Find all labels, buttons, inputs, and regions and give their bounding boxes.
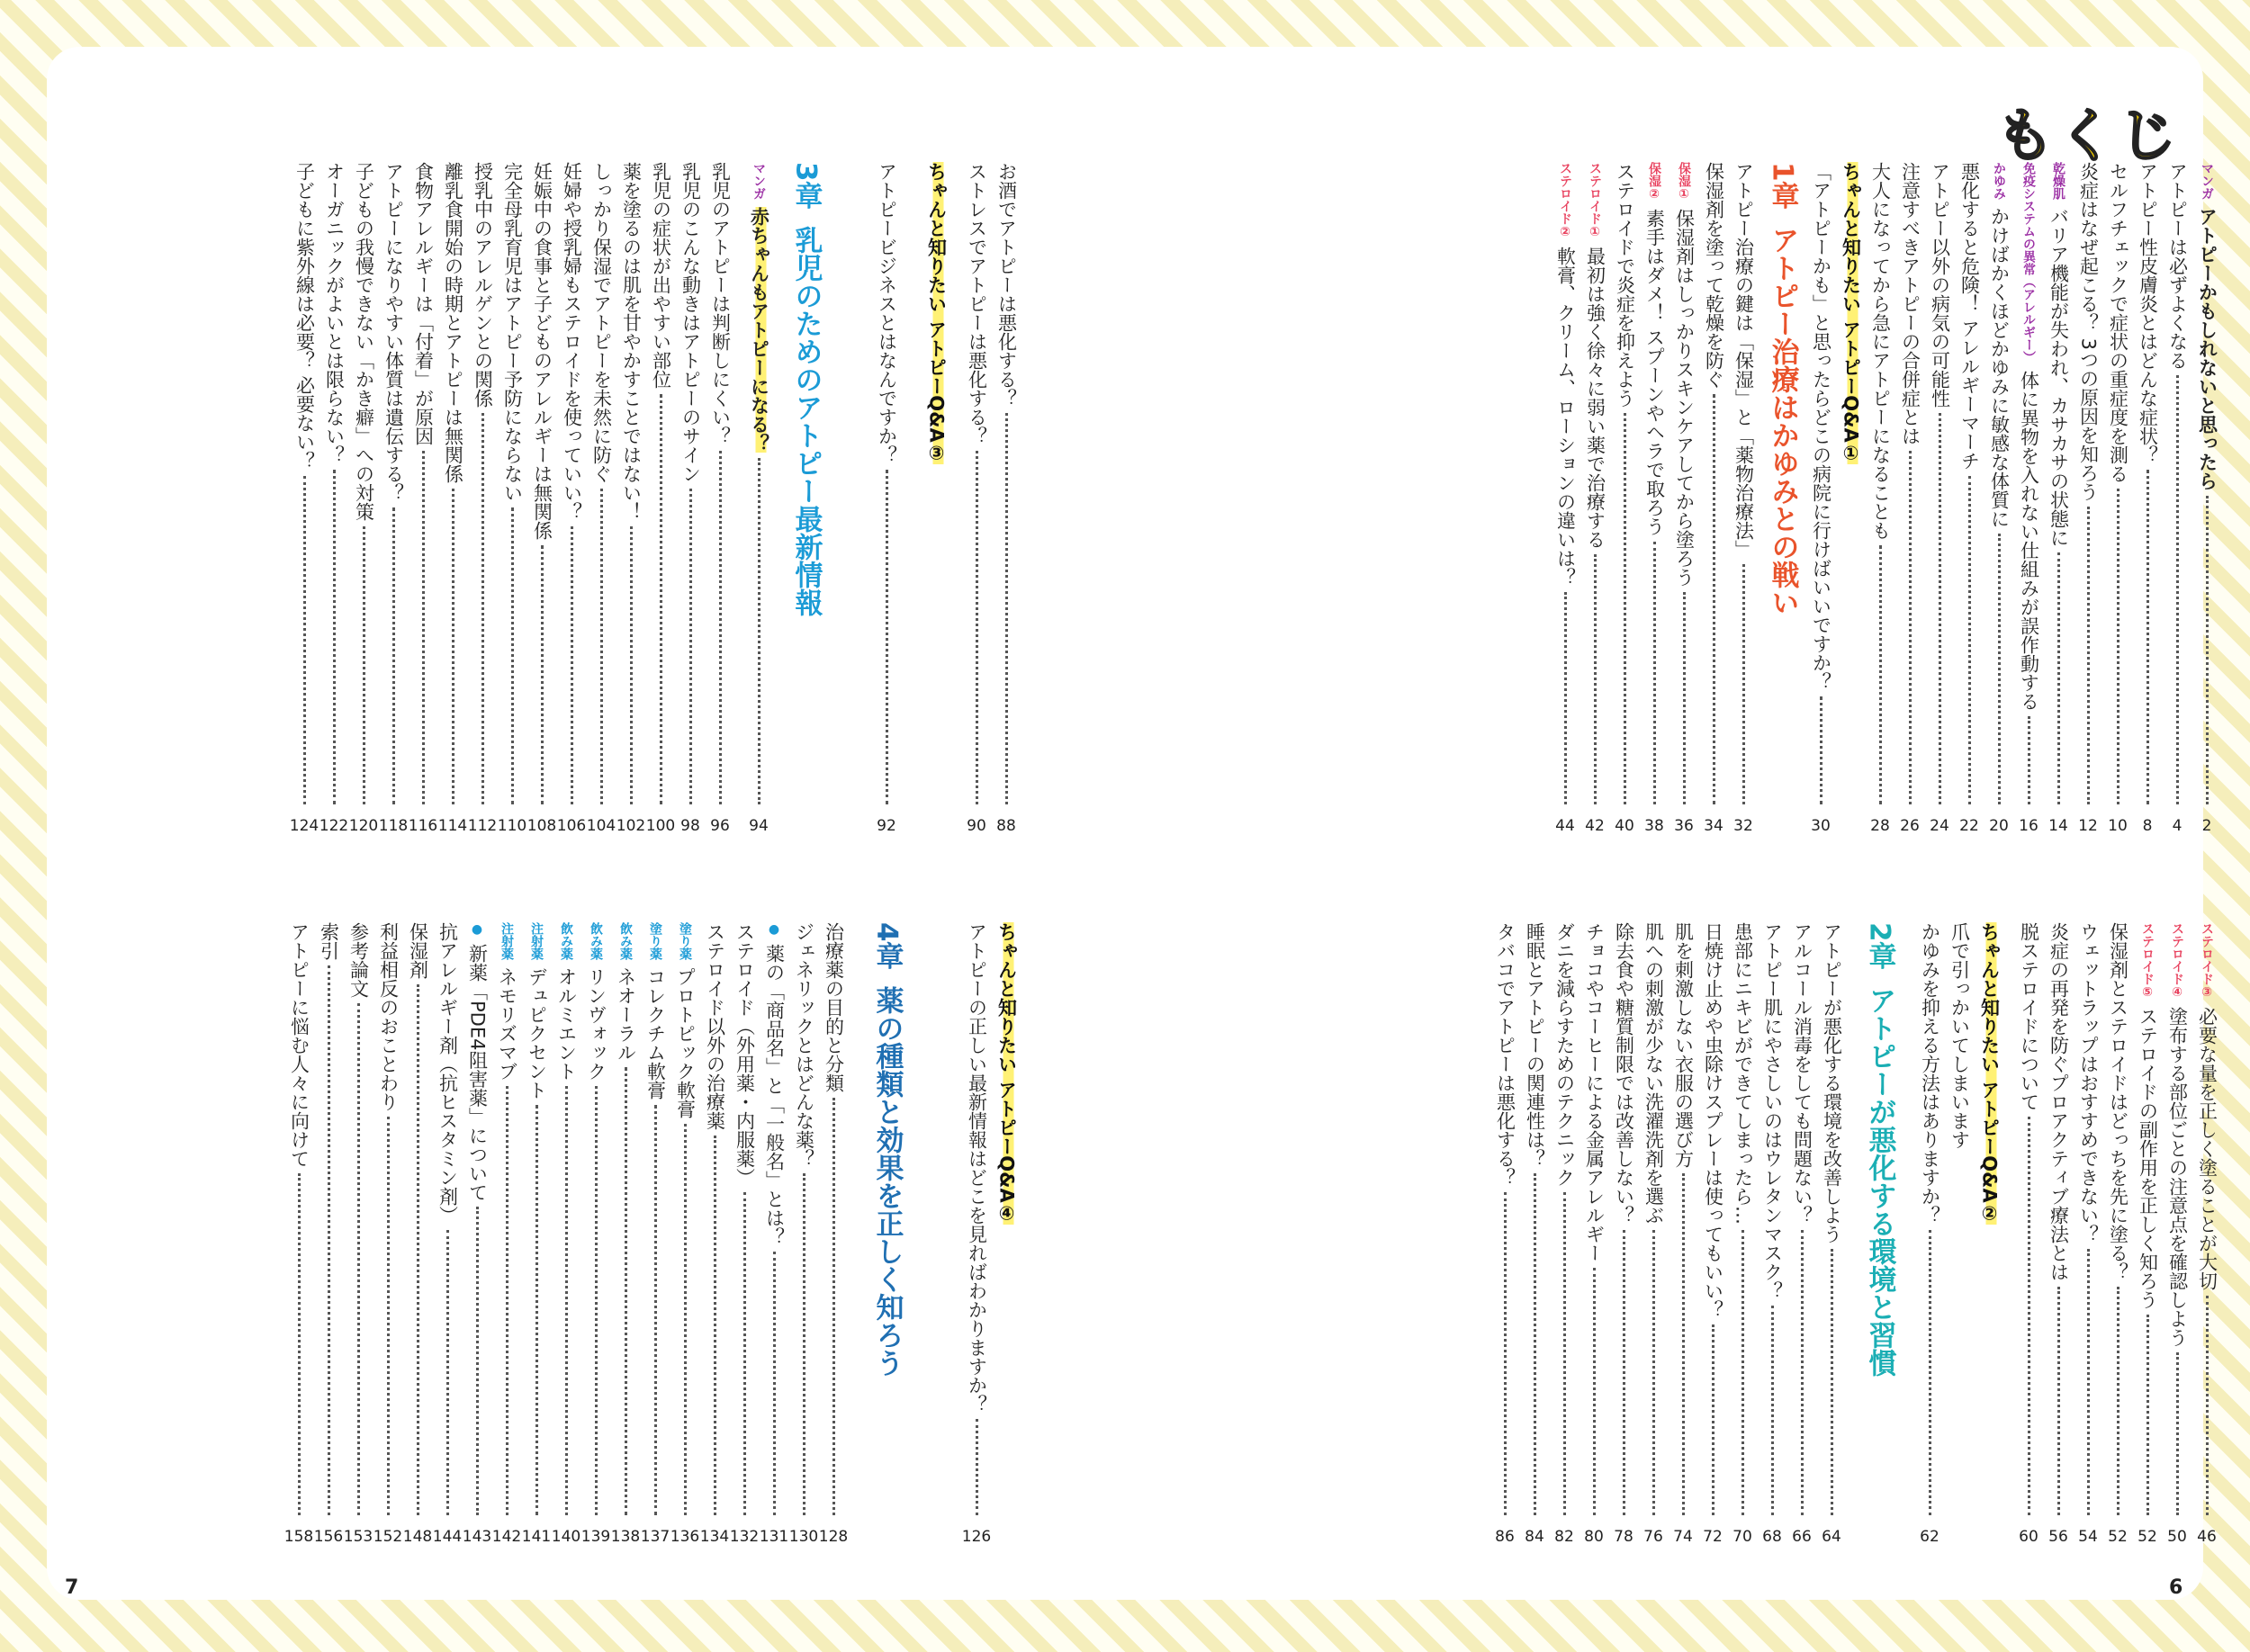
leader-dots (328, 965, 330, 1515)
leader-dots (1771, 1306, 1774, 1515)
entry-title: デュピクセント (526, 967, 548, 1100)
page-ref: 128 (818, 1528, 849, 1546)
entry-title: 保湿剤とステロイドはどっちを先に塗る？ (2107, 922, 2129, 1281)
page-ref: 12 (2078, 817, 2098, 835)
page-ref: 110 (497, 817, 527, 835)
entry-title: ジェネリックとはどんな薬？ (793, 922, 815, 1168)
page-ref: 70 (1732, 1528, 1752, 1546)
entry-tag: ● (470, 922, 484, 937)
entry-title: ステロイドで炎症を抑えよう (1614, 162, 1636, 408)
page-ref: 144 (432, 1528, 463, 1546)
chapter-number: 2章 (1863, 922, 1896, 970)
entry-tag: 免疫システムの異常（アレルギー） (2021, 162, 2036, 364)
leader-dots (541, 545, 544, 804)
leader-dots (1653, 542, 1656, 804)
leader-dots (417, 984, 419, 1515)
page-ref: 88 (996, 817, 1016, 835)
leader-dots (714, 1136, 716, 1515)
entry-tag: 飲み薬 (559, 922, 573, 960)
leader-dots (1712, 1324, 1714, 1515)
page-ref: 28 (1870, 817, 1890, 835)
entry-title: コレクチム軟膏 (644, 967, 667, 1100)
page-ref: 153 (343, 1528, 374, 1546)
leader-dots (2176, 375, 2179, 804)
page-ref: 76 (1643, 1528, 1663, 1546)
entry-title: ウェットラップはおすすめできない？ (2077, 922, 2100, 1243)
leader-dots (1682, 1173, 1685, 1515)
entry-tag: かゆみ (1992, 162, 2006, 200)
entry-title: バリア機能が失われ、カサカサの状態に (2048, 207, 2070, 547)
toc-entry (1487, 922, 1523, 1546)
page-ref: 52 (2108, 1528, 2128, 1546)
page-ref: 104 (586, 817, 616, 835)
page-ref: 2 (2201, 817, 2212, 835)
entry-title: セルフチェックで症状の重症度を測る (2107, 162, 2129, 483)
page-ref: 62 (1920, 1528, 1940, 1546)
leader-dots (2117, 1287, 2120, 1515)
entry-tag: ● (767, 922, 781, 937)
page-ref: 152 (373, 1528, 403, 1546)
page-ref: 138 (610, 1528, 641, 1546)
page-ref: 8 (2142, 817, 2153, 835)
page-ref: 126 (961, 1528, 992, 1546)
page-ref: 66 (1792, 1528, 1812, 1546)
page-ref: 74 (1673, 1528, 1693, 1546)
entry-tag: 保湿② (1647, 162, 1661, 202)
entry-title: アトピー以外の病気の可能性 (1929, 162, 1951, 408)
entry-title: オルミエント (555, 967, 578, 1081)
page-ref: 32 (1733, 817, 1753, 835)
entry-title: 睡眠とアトピーの関連性は？ (1524, 922, 1546, 1168)
entry-title: 参考論文 (347, 922, 370, 998)
page-ref: 131 (759, 1528, 789, 1546)
leader-dots (333, 470, 336, 804)
page-ref: 106 (556, 817, 587, 835)
leader-dots (976, 1419, 978, 1515)
page-ref: 134 (699, 1528, 730, 1546)
entry-title: 除去食や糖質制限では改善しない？ (1613, 922, 1635, 1225)
leader-dots (1939, 413, 1941, 804)
entry-title: アトピー肌にやさしいのはウレタンマスク？ (1761, 922, 1784, 1300)
qa-heading: ちゃんと知りたい アトピーQ&A③ (925, 162, 948, 464)
leader-dots (2057, 552, 2060, 804)
leader-dots (511, 507, 514, 804)
leader-dots (1624, 413, 1626, 804)
leader-dots (832, 1098, 835, 1515)
entry-title: アトピー性皮膚炎とはどんな症状？ (2137, 162, 2159, 464)
leader-dots (660, 394, 662, 804)
entry-title: 妊婦や授乳婦もステロイドを使っていい？ (561, 162, 583, 521)
chapter-title: アトピーが悪化する環境と習慣 (1863, 985, 1896, 1377)
page-ref: 84 (1525, 1528, 1544, 1546)
page-ref: 122 (319, 817, 349, 835)
leader-dots (976, 451, 978, 804)
toc-entry (918, 162, 954, 464)
page-number-left: 7 (65, 1576, 79, 1599)
leader-dots (758, 458, 760, 804)
entry-title: 赤ちゃんもアトピーになる？ (748, 207, 770, 453)
leader-dots (1564, 592, 1567, 804)
qa-heading: ちゃんと知りたい アトピーQ&A① (1840, 162, 1862, 464)
entry-title: かけばかくほどかゆみに敏感な体質に (1988, 207, 2011, 528)
leader-dots (1534, 1173, 1536, 1515)
page-ref: 40 (1615, 817, 1634, 835)
toc-entry (868, 162, 904, 835)
chapter-number: 1章 (1766, 162, 1799, 210)
entry-title: 軟膏、クリーム、ローションの違いは？ (1554, 247, 1577, 587)
page-ref: 14 (2048, 817, 2068, 835)
toc-entry (741, 162, 777, 835)
page-ref: 137 (640, 1528, 670, 1546)
page-ref: 22 (1959, 817, 1979, 835)
entry-title: 注意すべきアトピーの合併症とは (1899, 162, 1922, 445)
page-ref: 54 (2078, 1528, 2098, 1546)
toc-entry (281, 922, 317, 1546)
entry-title: 新薬「PDE4阻害薬」について (466, 944, 489, 1202)
entry-title: アトピーに悩む人々に向けて (288, 922, 310, 1168)
leader-dots (2176, 1352, 2179, 1515)
leader-dots (2087, 1249, 2090, 1515)
page-ref: 140 (551, 1528, 581, 1546)
leader-dots (1742, 1230, 1744, 1515)
entry-title: 索引 (318, 922, 340, 960)
page-ref: 72 (1703, 1528, 1723, 1546)
page-ref: 114 (437, 817, 468, 835)
entry-tag: 乾燥肌 (2051, 162, 2066, 200)
chapter-title: 乳児のためのアトピー最新情報 (789, 225, 823, 616)
leader-dots (1652, 1230, 1655, 1515)
entry-title: 利益相反のおことわり (377, 922, 400, 1111)
entry-title: ステロイド以外の治療薬 (704, 922, 726, 1130)
leader-dots (2057, 1287, 2060, 1515)
leader-dots (2206, 1296, 2209, 1515)
toc-title: もくじ (1996, 103, 2180, 170)
page-ref: 86 (1495, 1528, 1515, 1546)
leader-dots (446, 1230, 449, 1515)
entry-tag: 飲み薬 (618, 922, 633, 960)
page-ref: 156 (313, 1528, 344, 1546)
toc-entry (868, 922, 904, 1377)
page-ref: 16 (2019, 817, 2038, 835)
page-ref: 100 (645, 817, 676, 835)
toc-entry (2011, 922, 2047, 1546)
page-ref: 80 (1584, 1528, 1604, 1546)
entry-title: 体に異物を入れない仕組みが誤作動する (2018, 371, 2040, 711)
entry-title: アルコール消毒をしても問題ない？ (1791, 922, 1814, 1225)
chapter-number: 3章 (789, 162, 823, 210)
leader-dots (1831, 1249, 1833, 1515)
entry-title: 大人になってから急にアトピーになることも (1869, 162, 1892, 540)
entry-tag: ステロイド② (1558, 162, 1572, 239)
leader-dots (506, 1086, 508, 1515)
leader-dots (1594, 554, 1597, 804)
page-ref: 92 (877, 817, 896, 835)
leader-dots (1504, 1192, 1507, 1515)
entry-title: 脱ステロイドについて (2018, 922, 2040, 1111)
entry-title: 炎症はなぜ起こる？ 3つの原因を知ろう (2077, 162, 2100, 502)
leader-dots (719, 451, 722, 804)
entry-tag: ステロイド③ (2200, 922, 2214, 1000)
page-ref: 130 (788, 1528, 819, 1546)
entry-tag: 塗り薬 (648, 922, 662, 960)
entry-title: ストレスでアトピーは悪化する？ (966, 162, 988, 445)
leader-dots (1801, 1230, 1804, 1515)
entry-title: 子どもの我慢できない「かき癖」への対策 (353, 162, 375, 521)
chapter-title: アトピー治療はかゆみとの戦い (1766, 225, 1799, 616)
entry-title: ネオーラル (615, 967, 637, 1062)
entry-tag: 保湿① (1677, 162, 1691, 202)
entry-tag: 注射薬 (529, 922, 544, 960)
page-ref: 116 (408, 817, 438, 835)
page-ref: 98 (680, 817, 700, 835)
entry-title: チョコやコーヒーによる金属アレルギー (1583, 922, 1606, 1262)
toc-entry (1861, 922, 1897, 1377)
page-ref: 120 (348, 817, 379, 835)
leader-dots (684, 1124, 687, 1515)
leader-dots (773, 1252, 776, 1515)
page-ref: 148 (402, 1528, 433, 1546)
entry-title: 離乳食開始の時期とアトピーは無関係 (442, 162, 464, 483)
entry-title: アトピー治療の鍵は「保湿」と「薬物治療法」 (1732, 162, 1755, 559)
entry-title: 悪化すると危険！ アレルギーマーチ (1958, 162, 1981, 471)
leader-dots (654, 1105, 657, 1515)
page-ref: 96 (710, 817, 730, 835)
leader-dots (357, 1003, 360, 1515)
toc-entry (788, 162, 824, 616)
leader-dots (422, 451, 425, 804)
leader-dots (1593, 1268, 1596, 1515)
page-ref: 44 (1555, 817, 1575, 835)
entry-tag: マンガ (2200, 162, 2214, 200)
entry-title: 完全母乳育児はアトピー予防にならない (501, 162, 524, 502)
toc-entry (286, 162, 322, 835)
page-ref: 24 (1930, 817, 1949, 835)
entry-title: アトピーは必ずよくなる (2166, 162, 2189, 370)
entry-title: かゆみを抑える方法はありますか？ (1919, 922, 1941, 1225)
leader-dots (1742, 564, 1745, 804)
entry-title: アトピーになりやすい体質は遺伝する？ (382, 162, 405, 502)
entry-title: 治療薬の目的と分類 (823, 922, 845, 1092)
page-ref: 36 (1674, 817, 1694, 835)
entry-title: 炎症の再発を防ぐプロアクティブ療法とは (2048, 922, 2070, 1281)
leader-dots (1623, 1230, 1625, 1515)
chapter-number: 4章 (870, 922, 904, 970)
leader-dots (571, 526, 573, 804)
entry-title: 最初は強く徐々に弱い薬で治療する (1584, 247, 1606, 549)
page-ref: 141 (521, 1528, 552, 1546)
leader-dots (689, 489, 692, 804)
entry-title: 子どもに紫外線は必要？ 必要ない？ (293, 162, 316, 471)
entry-title: 食物アレルギーは「付着」が原因 (412, 162, 435, 445)
leader-dots (600, 489, 603, 804)
leader-dots (303, 476, 306, 804)
entry-title: 必要な量を正しく塗ることが大切 (2196, 1007, 2218, 1290)
page-ref: 139 (580, 1528, 611, 1546)
entry-title: 肌を刺激しない衣服の選び方 (1672, 922, 1695, 1168)
entry-tag: 飲み薬 (589, 922, 603, 960)
page-ref: 34 (1704, 817, 1724, 835)
entry-title: 抗アレルギー剤（抗ヒスタミン剤） (436, 922, 459, 1225)
leader-dots (630, 526, 633, 804)
entry-title: リンヴォック (585, 967, 608, 1081)
entry-title: しっかり保湿でアトピーを未然に防ぐ (590, 162, 613, 483)
entry-title: 塗布する部位ごとの注意点を確認しよう (2166, 1007, 2189, 1347)
leader-dots (1909, 451, 1912, 804)
toc-entry (1912, 922, 1948, 1546)
leader-dots (2028, 716, 2030, 804)
page-ref: 112 (467, 817, 498, 835)
page-ref: 132 (729, 1528, 760, 1546)
page-ref: 42 (1585, 817, 1605, 835)
entry-title: オーガニックがよいとは限らない？ (323, 162, 346, 464)
leader-dots (2028, 1117, 2030, 1515)
qa-heading: ちゃんと知りたい アトピーQ&A④ (995, 922, 1018, 1225)
entry-title: 乳児のこんな動きはアトピーのサイン (680, 162, 702, 483)
page-ref: 60 (2019, 1528, 2038, 1546)
page-ref: 118 (378, 817, 409, 835)
page-ref: 64 (1822, 1528, 1841, 1546)
entry-title: アトピーかもしれないと思ったら (2196, 207, 2218, 490)
leader-dots (1683, 592, 1686, 804)
leader-dots (1005, 413, 1008, 804)
page-ref: 90 (967, 817, 986, 835)
entry-title: 保湿剤はしっかりスキンケアしてから塗ろう (1673, 209, 1696, 587)
leader-dots (452, 489, 454, 804)
entry-title: ステロイド（外用薬・内服薬） (734, 922, 756, 1187)
entry-title: 保湿剤を塗って乾燥を防ぐ (1703, 162, 1725, 389)
leader-dots (803, 1173, 806, 1515)
leader-dots (565, 1086, 568, 1515)
leader-dots (2146, 1315, 2149, 1515)
page-ref: 50 (2167, 1528, 2187, 1546)
entry-title: 乳児のアトピーは判断しにくい？ (709, 162, 732, 445)
leader-dots (886, 470, 888, 804)
page-ref: 78 (1614, 1528, 1634, 1546)
leader-dots (298, 1173, 301, 1515)
entry-title: 日焼け止めや虫除けスプレーは使ってもいい？ (1702, 922, 1724, 1319)
entry-title: アトピービジネスとはなんですか？ (876, 162, 898, 464)
page-ref: 143 (462, 1528, 492, 1546)
toc-entry (1547, 162, 1583, 835)
toc-entry (958, 162, 994, 835)
entry-title: 妊娠中の食事と子どものアレルギーは無関係 (531, 162, 554, 540)
entry-title: ステロイドの副作用を正しく知ろう (2137, 1007, 2159, 1309)
entry-tag: マンガ (752, 162, 766, 200)
leader-dots (1563, 1192, 1566, 1515)
entry-title: プロトピック軟膏 (674, 967, 697, 1118)
entry-title: タバコでアトピーは悪化する？ (1494, 922, 1516, 1187)
entry-title: 爪で引っかいてしまいます (1948, 922, 1971, 1149)
entry-tag: 注射薬 (500, 922, 514, 960)
entry-title: お酒でアトピーは悪化する？ (995, 162, 1018, 408)
qa-heading: ちゃんと知りたい アトピーQ&A② (1978, 922, 2001, 1225)
page-ref: 10 (2108, 817, 2128, 835)
entry-title: ネモリズマブ (496, 967, 518, 1081)
entry-tag: ステロイド⑤ (2140, 922, 2155, 1000)
leader-dots (1998, 534, 2001, 804)
entry-title: 「アトピーかも」と思ったらどこの病院に行けばいいですか？ (1810, 162, 1832, 691)
toc-entry (1803, 162, 1839, 835)
page-ref: 4 (2172, 817, 2182, 835)
page-ref: 158 (284, 1528, 314, 1546)
page-ref: 136 (670, 1528, 700, 1546)
leader-dots (392, 507, 395, 804)
page-ref: 108 (526, 817, 557, 835)
leader-dots (2117, 489, 2120, 804)
page-ref: 30 (1811, 817, 1831, 835)
entry-title: 保湿剤 (407, 922, 429, 979)
page-ref: 20 (1989, 817, 2009, 835)
entry-tag: ステロイド④ (2170, 922, 2184, 1000)
page-ref: 46 (2197, 1528, 2217, 1546)
leader-dots (743, 1192, 746, 1515)
chapter-title: 薬の種類と効果を正しく知ろう (870, 985, 904, 1377)
entry-title: アトピーの正しい最新情報はどこを見ればわかりますか？ (966, 922, 988, 1414)
entry-title: 授乳中のアレルゲンとの関係 (472, 162, 494, 408)
entry-tag: ステロイド① (1588, 162, 1602, 239)
toc-entry (1764, 162, 1800, 616)
entry-title: 患部にニキビができてしまったら… (1732, 922, 1754, 1225)
entry-title: ダニを減らすためのテクニック (1553, 922, 1576, 1187)
leader-dots (1968, 476, 1971, 804)
leader-dots (1820, 696, 1822, 804)
leader-dots (1929, 1230, 1931, 1515)
toc-entry (958, 922, 994, 1546)
entry-title: 素手はダメ！ スプーンやヘラで取ろう (1643, 209, 1666, 536)
page-ref: 56 (2048, 1528, 2068, 1546)
leader-dots (476, 1207, 479, 1515)
leader-dots (595, 1086, 598, 1515)
leader-dots (2146, 470, 2149, 804)
page-number-right: 6 (2169, 1576, 2183, 1599)
leader-dots (2087, 507, 2090, 804)
page-ref: 82 (1554, 1528, 1574, 1546)
entry-tag: 塗り薬 (678, 922, 692, 960)
entry-title: 肌への刺激が少ない洗濯洗剤を選ぶ (1642, 922, 1665, 1225)
page-ref: 26 (1900, 817, 1920, 835)
leader-dots (363, 526, 365, 804)
leader-dots (387, 1117, 390, 1515)
entry-title: 薬の「商品名」と「一般名」とは？ (763, 944, 786, 1246)
page-ref: 124 (289, 817, 320, 835)
entry-title: 乳児の症状が出やすい部位 (650, 162, 672, 389)
leader-dots (1713, 394, 1715, 804)
entry-title: アトピーが悪化する環境を改善しよう (1821, 922, 1843, 1243)
page-ref: 94 (749, 817, 769, 835)
page-ref: 68 (1762, 1528, 1782, 1546)
page-ref: 102 (616, 817, 646, 835)
leader-dots (2206, 496, 2209, 804)
leader-dots (625, 1067, 627, 1515)
page-ref: 38 (1644, 817, 1664, 835)
leader-dots (482, 413, 484, 804)
leader-dots (536, 1105, 538, 1515)
page-ref: 142 (491, 1528, 522, 1546)
entry-title: 薬を塗るのは肌を甘やかすことではない！ (620, 162, 643, 521)
page-ref: 52 (2138, 1528, 2157, 1546)
leader-dots (1879, 545, 1882, 804)
